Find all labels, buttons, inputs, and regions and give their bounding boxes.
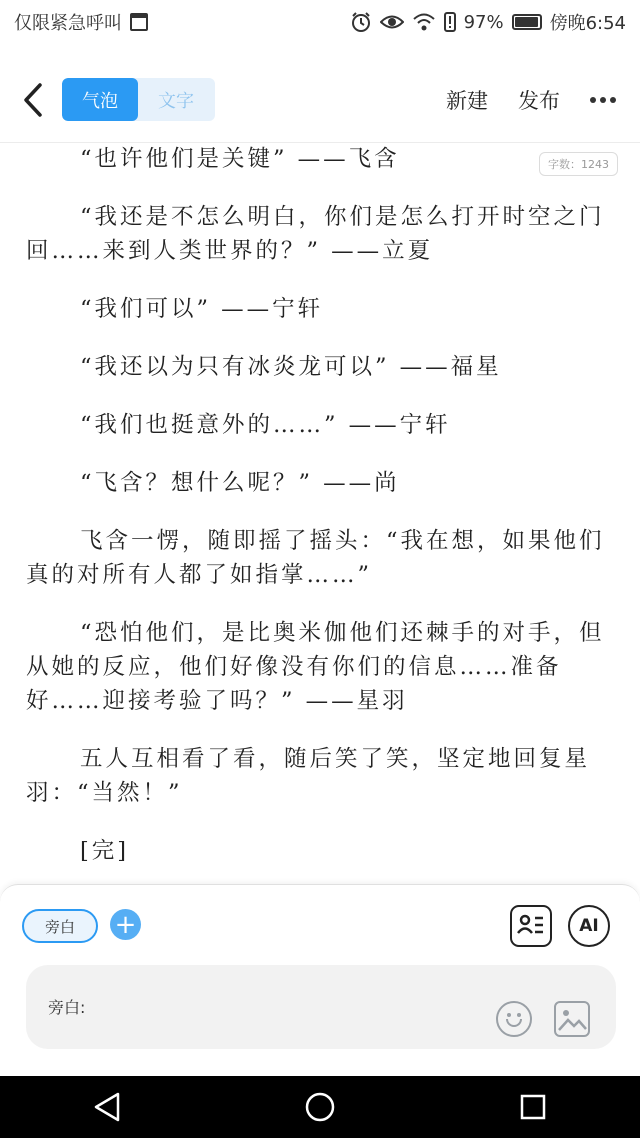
contact-card-icon <box>512 907 549 944</box>
paragraph: “我们可以” ——宁轩 <box>80 296 324 322</box>
add-role-button[interactable]: + <box>110 909 141 940</box>
tab-bubble[interactable]: 气泡 <box>62 78 138 121</box>
image-icon[interactable] <box>554 1001 590 1037</box>
ai-button[interactable]: AI <box>568 905 610 947</box>
more-icon[interactable] <box>590 97 616 103</box>
wifi-icon <box>412 12 436 32</box>
back-button[interactable] <box>18 80 48 120</box>
top-bar <box>0 60 640 140</box>
nav-recents-icon <box>519 1093 547 1121</box>
nav-home-icon <box>304 1091 336 1123</box>
status-bar <box>0 0 640 44</box>
paragraph-end: [完] <box>80 838 130 864</box>
publish-button[interactable]: 发布 <box>518 88 560 113</box>
paragraph: 飞含一愣，随即摇了摇头：“我在想，如果他们真的对所有人都了如指掌……” <box>26 528 605 588</box>
input-label: 旁白: <box>48 998 86 1017</box>
mode-toggle <box>62 78 215 121</box>
role-chip-narration[interactable]: 旁白 <box>22 909 98 943</box>
tab-text[interactable]: 文字 <box>158 90 194 112</box>
back-arrow-icon <box>22 82 44 118</box>
paragraph: “我们也挺意外的……” ——宁轩 <box>80 412 451 438</box>
paragraph: 五人互相看了看，随后笑了笑，坚定地回复星羽：“当然！” <box>26 746 591 806</box>
bottom-panel <box>0 884 640 1077</box>
battery-percent: 97% <box>463 11 504 33</box>
eye-icon <box>380 13 404 31</box>
word-count-badge: 字数：1243 <box>539 152 618 176</box>
carrier-text: 仅限紧急呼叫 <box>14 13 122 34</box>
dialogue-input[interactable] <box>26 965 616 1049</box>
paragraph: “恐怕他们，是比奥米伽他们还棘手的对手，但从她的反应，他们好像没有你们的信息……准备好……迎接考验了吗？” ——星羽 <box>26 620 605 714</box>
calendar-icon <box>130 13 148 31</box>
nav-home-button[interactable] <box>290 1077 350 1137</box>
nav-back-button[interactable] <box>77 1077 137 1137</box>
nav-back-icon <box>92 1091 122 1123</box>
paragraph: “我还以为只有冰炎龙可以” ——福星 <box>80 354 502 380</box>
status-time: 傍晚6:54 <box>549 13 626 34</box>
story-content[interactable] <box>26 142 616 884</box>
paragraph: “飞含？想什么呢？” ——尚 <box>80 470 400 496</box>
paragraph: “我还是不怎么明白，你们是怎么打开时空之门回……来到人类世界的？” ——立夏 <box>26 204 605 264</box>
status-right <box>350 9 626 35</box>
alert-icon <box>444 12 456 32</box>
nav-recents-button[interactable] <box>503 1077 563 1137</box>
battery-icon <box>512 14 542 30</box>
contact-card-button[interactable] <box>510 905 552 947</box>
new-button[interactable]: 新建 <box>446 88 488 113</box>
paragraph: “也许他们是关键” ——飞含 <box>80 146 400 172</box>
emoji-icon[interactable] <box>496 1001 532 1037</box>
system-nav-bar <box>0 1076 640 1138</box>
top-actions <box>446 78 616 121</box>
alarm-icon <box>350 11 372 33</box>
status-left <box>14 9 148 35</box>
